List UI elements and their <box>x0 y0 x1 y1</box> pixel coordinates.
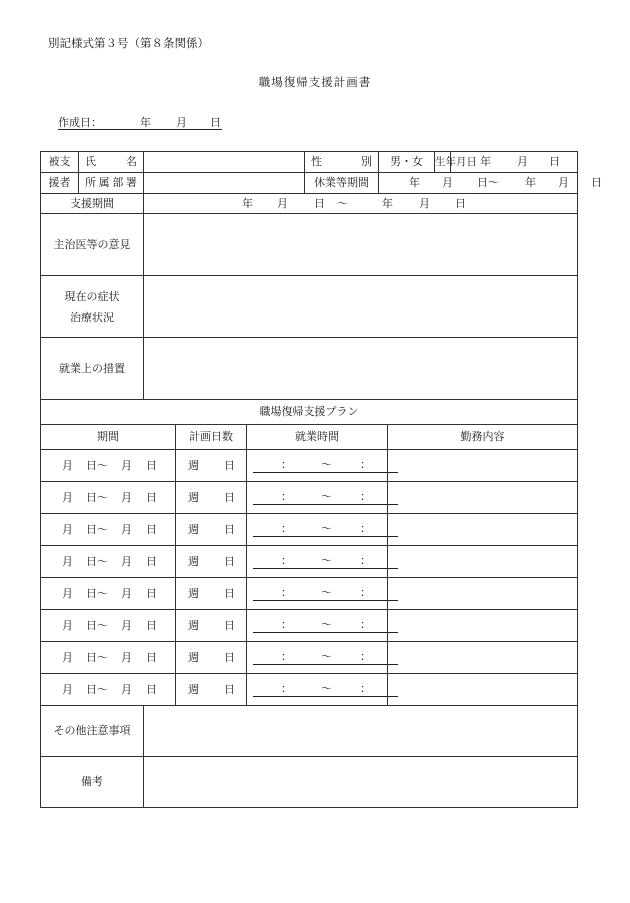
time-colon-start: ： <box>281 458 292 471</box>
plan-day-label: 日 <box>224 650 235 664</box>
plan-duties-cell[interactable] <box>388 610 578 642</box>
support-plan-form <box>40 151 603 808</box>
work-measures-field[interactable] <box>144 338 578 400</box>
leave-from-month: 月 <box>442 176 454 189</box>
time-colon-end: ： <box>360 490 371 503</box>
plan-end-month: 月 <box>121 458 132 472</box>
plan-period-cell[interactable] <box>41 578 176 610</box>
leave-period-field[interactable] <box>379 173 603 194</box>
time-colon-start: ： <box>281 618 292 631</box>
time-colon-start: ： <box>281 522 292 535</box>
plan-period-cell[interactable] <box>41 482 176 514</box>
time-tilde: 〜 <box>321 618 332 631</box>
time-colon-start: ： <box>281 554 292 567</box>
plan-header-period: 期間 <box>41 425 176 450</box>
work-hours-field[interactable] <box>253 522 398 537</box>
plan-start-day: 日〜 <box>86 586 108 600</box>
work-hours-field[interactable] <box>253 490 398 505</box>
plan-hours-cell[interactable] <box>247 674 388 706</box>
plan-title: 職場復帰支援プラン <box>41 400 578 425</box>
plan-duties-cell[interactable] <box>388 450 578 482</box>
plan-start-month: 月 <box>62 522 73 536</box>
plan-duties-cell[interactable] <box>388 674 578 706</box>
time-tilde: 〜 <box>321 682 332 695</box>
time-tilde: 〜 <box>321 650 332 663</box>
plan-day-label: 日 <box>224 586 235 600</box>
birth-day: 日 <box>549 155 561 168</box>
plan-start-month: 月 <box>62 490 73 504</box>
symptoms-field[interactable] <box>144 276 578 338</box>
department-label: 所属部署 <box>79 173 144 194</box>
plan-period-cell[interactable] <box>41 642 176 674</box>
plan-duties-cell[interactable] <box>388 514 578 546</box>
plan-end-day: 日 <box>146 618 157 632</box>
plan-hours-cell[interactable] <box>247 482 388 514</box>
work-hours-field[interactable] <box>253 618 398 633</box>
created-month: 月 <box>176 116 187 129</box>
remarks-label: 備考 <box>41 757 144 808</box>
plan-hours-cell[interactable] <box>247 642 388 674</box>
work-hours-field[interactable] <box>253 554 398 569</box>
support-to-day: 日 <box>455 196 466 210</box>
support-period-field[interactable] <box>144 194 578 214</box>
plan-period-cell[interactable] <box>41 514 176 546</box>
plan-day-label: 日 <box>224 682 235 696</box>
plan-row <box>41 450 578 482</box>
plan-days-cell[interactable] <box>176 514 247 546</box>
leave-period-label: 休業等期間 <box>305 173 379 194</box>
plan-row <box>41 642 578 674</box>
document-title: 職場復帰支援計画書 <box>258 75 372 89</box>
plan-end-day: 日 <box>146 522 157 536</box>
plan-day-label: 日 <box>224 618 235 632</box>
doctor-opinion-field[interactable] <box>144 214 578 276</box>
support-to-year: 年 <box>382 196 393 210</box>
plan-period-cell[interactable] <box>41 674 176 706</box>
created-date-label: 作成日： <box>58 116 102 129</box>
support-to-month: 月 <box>419 196 430 210</box>
plan-end-day: 日 <box>146 586 157 600</box>
plan-week-label: 週 <box>188 618 199 632</box>
plan-start-month: 月 <box>62 682 73 696</box>
time-colon-start: ： <box>281 490 292 503</box>
plan-start-month: 月 <box>62 554 73 568</box>
symptoms-label-line2: 治療状況 <box>70 310 114 324</box>
time-colon-end: ： <box>360 554 371 567</box>
birth-month: 月 <box>517 155 529 168</box>
remarks-field[interactable] <box>144 757 578 808</box>
plan-days-cell[interactable] <box>176 578 247 610</box>
plan-end-month: 月 <box>121 522 132 536</box>
time-colon-start: ： <box>281 586 292 599</box>
time-colon-end: ： <box>360 650 371 663</box>
subject-label-top: 被支 <box>41 152 79 173</box>
plan-days-cell[interactable] <box>176 546 247 578</box>
plan-start-day: 日〜 <box>86 490 108 504</box>
time-tilde: 〜 <box>321 490 332 503</box>
subject-label-bottom: 援者 <box>41 173 79 194</box>
plan-days-cell[interactable] <box>176 642 247 674</box>
plan-week-label: 週 <box>188 522 199 536</box>
plan-header-duties: 勤務内容 <box>388 425 578 450</box>
time-colon-end: ： <box>360 522 371 535</box>
plan-period-cell[interactable] <box>41 450 176 482</box>
plan-row <box>41 514 578 546</box>
other-notes-label: その他注意事項 <box>41 706 144 757</box>
plan-start-month: 月 <box>62 458 73 472</box>
plan-start-day: 日〜 <box>86 618 108 632</box>
plan-header-hours: 就業時間 <box>247 425 388 450</box>
leave-to-year: 年 <box>525 176 537 189</box>
plan-week-label: 週 <box>188 458 199 472</box>
doctor-opinion-label: 主治医等の意見 <box>41 214 144 276</box>
plan-days-cell[interactable] <box>176 482 247 514</box>
plan-end-month: 月 <box>121 682 132 696</box>
sex-label: 性 別 <box>305 152 379 173</box>
time-tilde: 〜 <box>321 522 332 535</box>
plan-day-label: 日 <box>224 490 235 504</box>
support-from-day: 日 <box>314 196 325 210</box>
time-colon-end: ： <box>360 586 371 599</box>
leave-from-day: 日〜 <box>477 176 500 189</box>
plan-end-month: 月 <box>121 618 132 632</box>
time-colon-start: ： <box>281 650 292 663</box>
form-number: 別記様式第３号（第８条関係） <box>48 36 209 50</box>
plan-start-day: 日〜 <box>86 458 108 472</box>
plan-end-month: 月 <box>121 586 132 600</box>
plan-start-month: 月 <box>62 650 73 664</box>
plan-hours-cell[interactable] <box>247 450 388 482</box>
plan-week-label: 週 <box>188 554 199 568</box>
plan-end-month: 月 <box>121 554 132 568</box>
plan-days-cell[interactable] <box>176 610 247 642</box>
plan-start-day: 日〜 <box>86 650 108 664</box>
work-measures-label: 就業上の措置 <box>41 338 144 400</box>
leave-to-month: 月 <box>558 176 570 189</box>
birthdate-label: 生年月日 <box>435 152 451 173</box>
symptoms-label-line1: 現在の症状 <box>64 289 120 303</box>
work-hours-field[interactable] <box>253 586 398 601</box>
plan-row <box>41 610 578 642</box>
plan-week-label: 週 <box>188 650 199 664</box>
time-colon-end: ： <box>360 618 371 631</box>
plan-row <box>41 482 578 514</box>
time-tilde: 〜 <box>321 586 332 599</box>
plan-hours-cell[interactable] <box>247 546 388 578</box>
plan-duties-cell[interactable] <box>388 578 578 610</box>
plan-hours-cell[interactable] <box>247 578 388 610</box>
created-year: 年 <box>140 116 151 129</box>
support-from-year: 年 <box>242 196 253 210</box>
work-hours-field[interactable] <box>253 458 398 473</box>
plan-end-day: 日 <box>146 650 157 664</box>
plan-start-day: 日〜 <box>86 522 108 536</box>
plan-header-days: 計画日数 <box>176 425 247 450</box>
plan-start-day: 日〜 <box>86 682 108 696</box>
plan-duties-cell[interactable] <box>388 482 578 514</box>
plan-end-day: 日 <box>146 490 157 504</box>
plan-day-label: 日 <box>224 554 235 568</box>
support-tilde: 〜 <box>337 196 348 210</box>
plan-hours-cell[interactable] <box>247 610 388 642</box>
created-date-field[interactable] <box>58 114 222 130</box>
plan-days-cell[interactable] <box>176 450 247 482</box>
leave-from-year: 年 <box>409 176 421 189</box>
plan-end-day: 日 <box>146 682 157 696</box>
plan-row <box>41 546 578 578</box>
plan-day-label: 日 <box>224 458 235 472</box>
plan-end-day: 日 <box>146 458 157 472</box>
name-label: 氏 名 <box>79 152 144 173</box>
time-colon-end: ： <box>360 458 371 471</box>
plan-period-cell[interactable] <box>41 546 176 578</box>
department-field[interactable] <box>144 173 305 194</box>
work-hours-field[interactable] <box>253 682 398 697</box>
time-tilde: 〜 <box>321 458 332 471</box>
plan-hours-cell[interactable] <box>247 514 388 546</box>
plan-end-month: 月 <box>121 650 132 664</box>
birth-year: 年 <box>480 155 492 168</box>
plan-start-day: 日〜 <box>86 554 108 568</box>
plan-days-cell[interactable] <box>176 674 247 706</box>
plan-row <box>41 674 578 706</box>
plan-day-label: 日 <box>224 522 235 536</box>
plan-end-month: 月 <box>121 490 132 504</box>
name-field[interactable] <box>144 152 305 173</box>
plan-week-label: 週 <box>188 490 199 504</box>
plan-duties-cell[interactable] <box>388 546 578 578</box>
other-notes-field[interactable] <box>144 706 578 757</box>
plan-start-month: 月 <box>62 586 73 600</box>
plan-start-month: 月 <box>62 618 73 632</box>
plan-period-cell[interactable] <box>41 610 176 642</box>
symptoms-label <box>41 276 144 338</box>
time-colon-start: ： <box>281 682 292 695</box>
support-from-month: 月 <box>277 196 288 210</box>
time-colon-end: ： <box>360 682 371 695</box>
plan-week-label: 週 <box>188 586 199 600</box>
plan-end-day: 日 <box>146 554 157 568</box>
leave-to-day: 日 <box>591 176 603 189</box>
sex-options[interactable]: 男・女 <box>379 152 435 173</box>
support-period-label: 支援期間 <box>41 194 144 214</box>
created-day: 日 <box>210 116 221 129</box>
plan-week-label: 週 <box>188 682 199 696</box>
work-hours-field[interactable] <box>253 650 398 665</box>
plan-row <box>41 578 578 610</box>
time-tilde: 〜 <box>321 554 332 567</box>
birthdate-field[interactable] <box>451 152 578 173</box>
plan-duties-cell[interactable] <box>388 642 578 674</box>
